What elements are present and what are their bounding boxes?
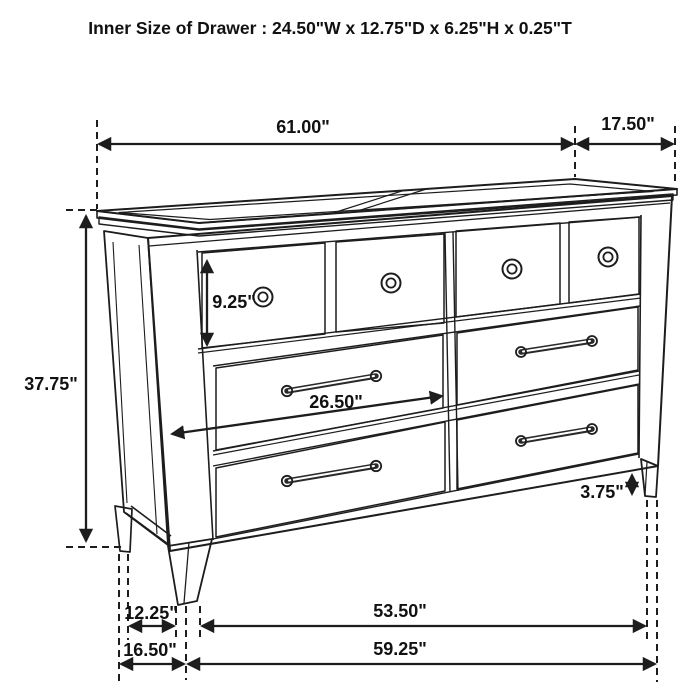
back-left-leg xyxy=(115,506,132,552)
drawer-bottom-left xyxy=(216,422,445,537)
left-side-panel xyxy=(104,231,171,552)
ring-knob-icon xyxy=(599,248,618,267)
dim-top-width xyxy=(99,117,573,144)
bar-handle-icon xyxy=(516,424,597,446)
bar-handle-icon xyxy=(516,336,597,357)
extension-lines xyxy=(66,120,675,682)
drawer-top-2 xyxy=(336,234,444,332)
ring-knob-icon xyxy=(254,288,273,307)
bottom-drawer-row xyxy=(216,385,638,537)
diagram-title: Inner Size of Drawer : 24.50"W x 12.75"D x 6.25"H x 0.25"T xyxy=(88,18,572,38)
dim-drawer-width-label: 26.50" xyxy=(309,392,363,412)
dim-leg-height-label: 3.75" xyxy=(580,482,624,502)
dresser-illustration xyxy=(97,179,677,605)
dim-overall-height-label: 37.75" xyxy=(24,374,78,394)
dim-top-depth xyxy=(577,114,673,144)
dim-foot-depth-inner-label: 12.25" xyxy=(124,603,178,623)
ring-knob-icon xyxy=(503,260,522,279)
dim-top-depth-label: 17.50" xyxy=(601,114,655,134)
dim-base-width-inner xyxy=(202,601,645,626)
middle-drawer-row xyxy=(216,307,638,450)
front-left-leg xyxy=(168,539,212,605)
dim-foot-depth-overall-label: 16.50" xyxy=(123,640,177,660)
bar-handle-icon xyxy=(282,461,381,486)
dresser-top xyxy=(97,179,677,236)
left-post-inner-edge xyxy=(197,250,213,540)
dim-overall-height xyxy=(24,216,86,541)
dim-base-width-inner-label: 53.50" xyxy=(373,601,427,621)
dim-base-width-overall xyxy=(188,639,655,664)
dim-top-drawer-height xyxy=(207,261,256,345)
dim-top-drawer-height-label: 9.25" xyxy=(212,292,256,312)
dim-drawer-width xyxy=(172,392,442,434)
dim-foot-depth-overall xyxy=(121,640,184,664)
dim-foot-depth-inner xyxy=(124,603,178,626)
front-right-leg xyxy=(641,459,658,497)
dim-top-width-label: 61.00" xyxy=(276,117,330,137)
dim-base-width-overall-label: 59.25" xyxy=(373,639,427,659)
ring-knob-icon xyxy=(382,274,401,293)
top-edge-molding xyxy=(99,194,673,236)
